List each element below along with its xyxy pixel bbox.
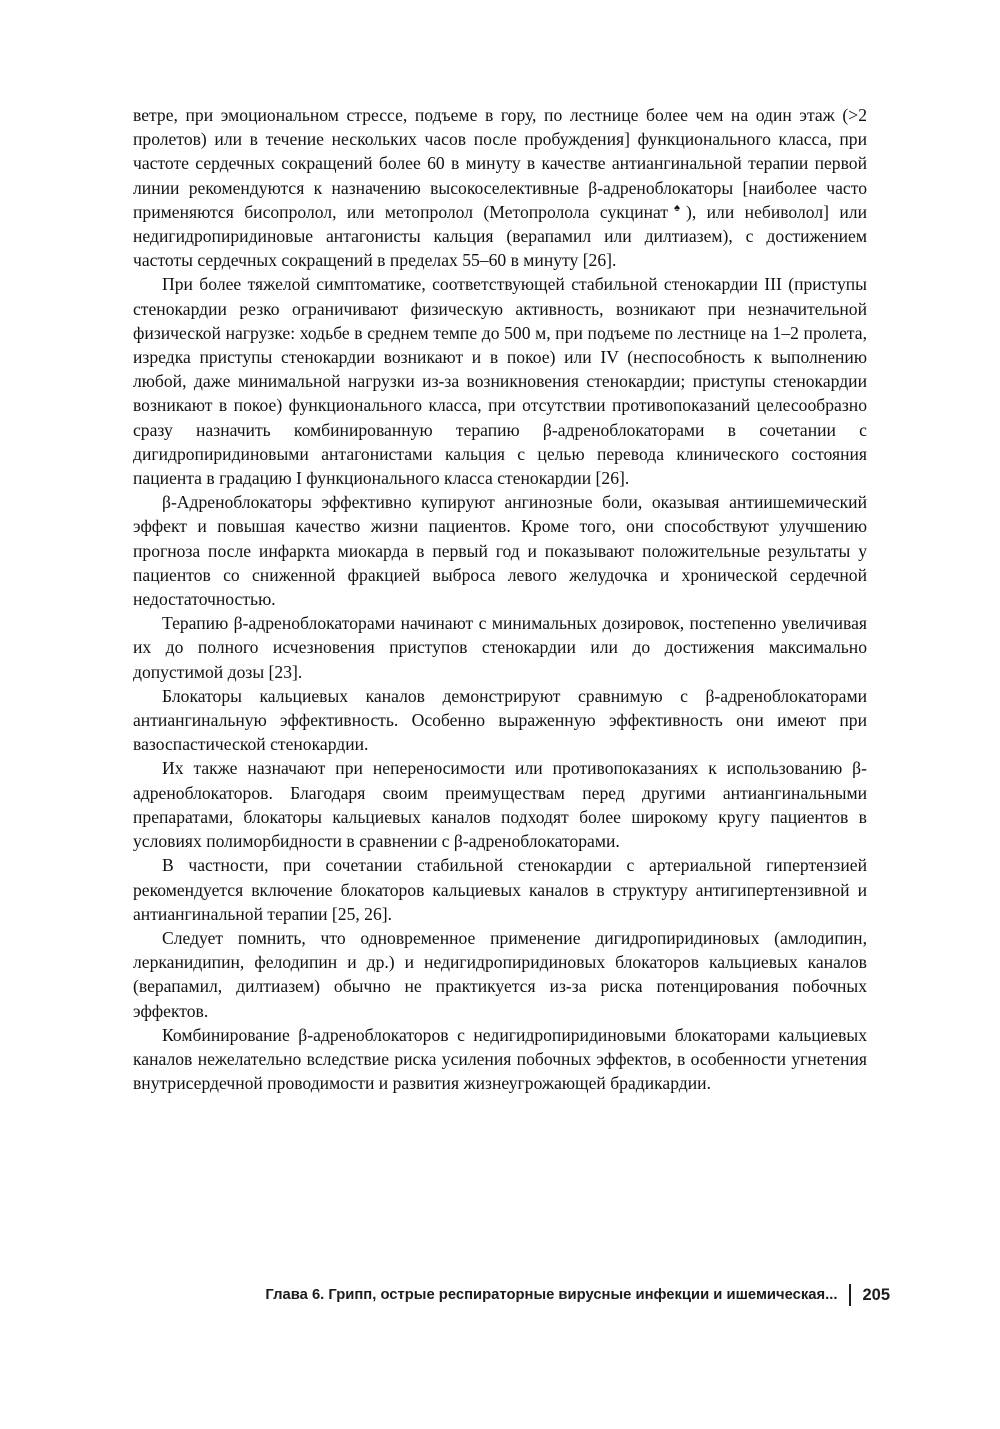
paragraph: Их также назначают при непереносимости или противопоказаниях к использованию β-адреноблокаторов. Благодаря своим преимуществам перед другими антиангинальными препаратами, блокаторы кальциевых каналов подходят более широкому кругу пациентов в условиях полиморбидности в сравнении с β-адреноблокаторами.	[133, 758, 867, 852]
paragraph: ветре, при эмоциональном стрессе, подъеме в гору, по лестнице более чем на один этаж (>2 пролетов) или в течение нескольких часов после пробуждения] функционального класса, при частоте сердечных сокращений более 60 в минуту в качестве антиангинальной терапии первой линии рекомендуются к назначению высокоселективные β-адреноблокаторы [наиболее часто применяются бисопролол, или метопролол (Метопролола сукцинат♠), или небиволол] или недигидропиридиновые антагонисты кальция (верапамил или дилтиазем), с достижением частоты сердечных сокращений в пределах 55–60 в минуту [26].	[133, 105, 868, 271]
paragraph: В частности, при сочетании стабильной стенокардии с артериальной гипертензией рекомендуется включение блокаторов кальциевых каналов в структуру антигипертензивной и антиангинальной терапии [25, 26].	[133, 855, 867, 924]
page-footer	[133, 1280, 890, 1310]
trademark-symbol: ♠	[668, 201, 686, 214]
page-number: 205	[862, 1285, 890, 1304]
footer-chapter-title: Глава 6. Грипп, острые респираторные вирусные инфекции и ишемическая...	[265, 1287, 838, 1303]
footer-separator	[849, 1284, 851, 1306]
paragraph: При более тяжелой симптоматике, соответствующей стабильной стенокардии III (приступы стенокардии резко ограничивают физическую активность, возникают при незначительной физической нагрузке: ходьбе в среднем темпе до 500 м, при подъеме по лестнице на 1–2 пролета, изредка приступы стенокардии возникают и в покое) или IV (неспособность к выполнению любой, даже минимальной нагрузки из-за возникновения стенокардии; приступы стенокардии возникают в покое) функционального класса, при отсутствии противопоказаний целесообразно сразу назначить комбинированную терапию β-адреноблокаторами в сочетании с дигидропиридиновыми антагонистами кальция с целью перевода клинического состояния пациента в градацию I функционального класса стенокардии [26].	[133, 274, 867, 489]
paragraph: Комбинирование β-адреноблокаторов с недигидропиридиновыми блокаторами кальциевых каналов нежелательно вследствие риска усиления побочных эффектов, в особенности угнетения внутрисердечной проводимости и развития жизнеугрожающей брадикардии.	[133, 1024, 867, 1094]
paragraph: Терапию β-адреноблокаторами начинают с минимальных дозировок, постепенно увеличивая их до полного исчезновения приступов стенокардии или до достижения максимально допустимой дозы [23].	[133, 613, 867, 682]
paragraph: Блокаторы кальциевых каналов демонстрируют сравнимую с β-адреноблокаторами антиангинальную эффективность. Особенно выраженную эффективность они имеют при вазоспастической стенокардии.	[133, 685, 867, 755]
text-block	[133, 103, 867, 1095]
paragraph: β-Адреноблокаторы эффективно купируют ангинозные боли, оказывая антиишемический эффект и повышая качество жизни пациентов. Кроме того, они способствуют улучшению прогноза после инфаркта миокарда в первый год и показывают положительные результаты у пациентов со сниженной фракцией выброса левого желудочка и хронической сердечной недостаточностью.	[133, 492, 867, 610]
paragraph: Следует помнить, что одновременное применение дигидропиридиновых (амлодипин, лерканидипин, фелодипин и др.) и недигидропиридиновых блокаторов кальциевых каналов (верапамил, дилтиазем) обычно не практикуется из-за риска потенцирования побочных эффектов.	[133, 927, 867, 1021]
